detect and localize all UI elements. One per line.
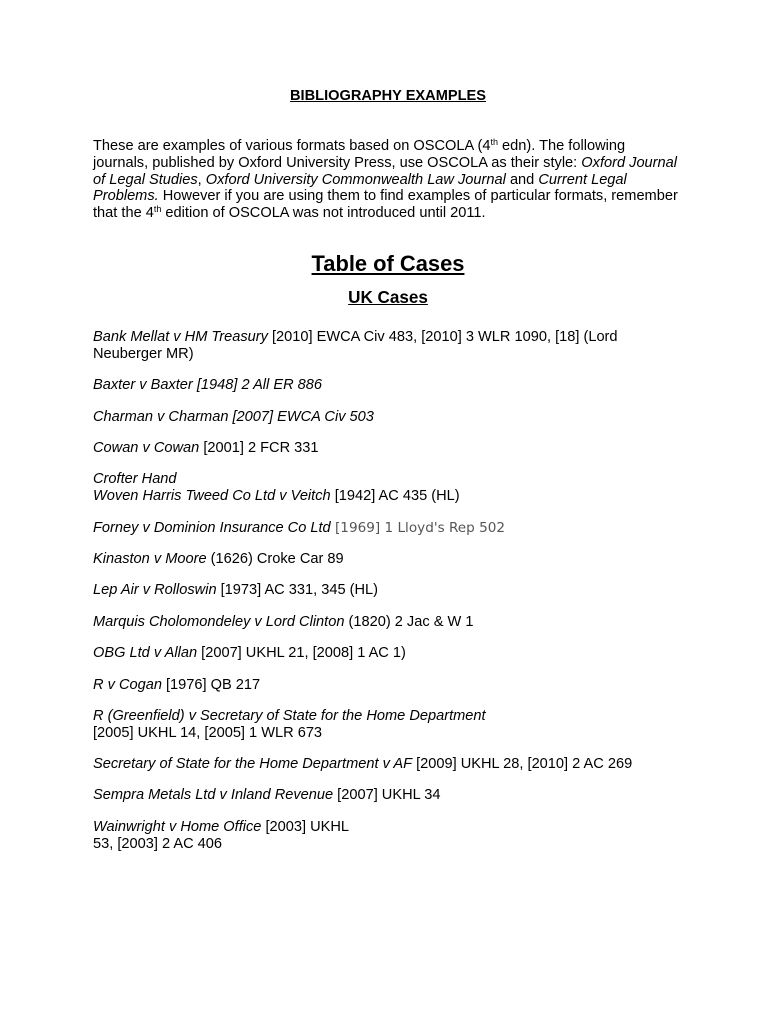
case-name: Cowan v Cowan — [93, 439, 200, 456]
case-name: Kinaston v Moore — [93, 550, 207, 567]
case-citation: [1969] 1 Lloyd's Rep 502 — [330, 519, 506, 536]
case-name: OBG Ltd v Allan — [93, 645, 198, 662]
case-entry — [93, 377, 683, 394]
case-citation: [1973] AC 331, 345 (HL) — [216, 582, 379, 599]
case-name: R v Cogan — [93, 676, 162, 693]
case-name: Marquis Cholomondeley v Lord Clinton — [93, 613, 345, 630]
section-heading-uk-cases: UK Cases — [348, 288, 428, 307]
case-entry — [93, 409, 683, 426]
section-heading-table-of-cases: Table of Cases — [311, 251, 465, 276]
case-citation: [2003] UKHL — [261, 818, 350, 835]
intro-text: These are examples of various formats based on OSCOLA (4 — [93, 138, 491, 154]
journal-title: Oxford University Commonwealth Law Journal — [205, 171, 506, 188]
case-name: Bank Mellat v HM Treasury — [93, 329, 268, 345]
case-citation: [2007] UKHL 34 — [333, 787, 441, 804]
journal-title: Oxford Journal of Legal Studies — [93, 154, 678, 188]
case-citation: [2010] EWCA Civ 483, [2010] 3 WLR 1090, [18] (Lord Neuberger MR) — [93, 329, 618, 362]
case-name: Lep Air v Rolloswin — [93, 582, 217, 599]
page-title: BIBLIOGRAPHY EXAMPLES — [290, 88, 486, 104]
case-name: Wainwright v Home Office — [93, 818, 262, 835]
case-entry — [93, 329, 683, 363]
intro-text: However if you are using them to find examples of particular formats, remember that the 4 — [93, 188, 678, 222]
case-entry — [93, 551, 683, 568]
case-citation: [2001] 2 FCR 331 — [199, 439, 319, 456]
case-list — [93, 329, 683, 867]
case-name: Sempra Metals Ltd v Inland Revenue — [93, 787, 334, 804]
case-entry — [93, 582, 683, 599]
superscript: th — [153, 204, 162, 215]
case-name: Forney v Dominion Insurance Co Ltd — [93, 519, 331, 536]
case-entry — [93, 677, 683, 694]
intro-text: and — [505, 171, 539, 188]
case-name: Crofter Hand — [93, 471, 177, 488]
case-citation: [2009] UKHL 28, [2010] 2 AC 269 — [412, 756, 633, 773]
case-entry — [93, 756, 683, 773]
journal-title: Current Legal Problems. — [93, 171, 627, 205]
case-name: Baxter v Baxter [1948] 2 All ER 886 — [93, 377, 323, 394]
intro-text: edition of OSCOLA was not introduced until 2011. — [161, 205, 486, 222]
case-entry — [93, 614, 683, 631]
case-entry — [93, 440, 683, 457]
case-name: R (Greenfield) v Secretary of State for the Home Department — [93, 707, 486, 724]
case-entry — [93, 471, 683, 505]
case-name: Charman v Charman [2007] EWCA Civ 503 — [93, 408, 374, 425]
case-entry — [93, 520, 683, 537]
case-citation: (1626) Croke Car 89 — [206, 550, 344, 567]
case-name: Secretary of State for the Home Department v AF — [93, 756, 413, 773]
case-citation: [1976] QB 217 — [161, 676, 261, 693]
intro-text: edn). The following journals, published by Oxford University Press, use OSCOLA as their style: — [93, 138, 626, 171]
case-citation: 53, [2003] 2 AC 406 — [93, 835, 223, 852]
intro-text: , — [197, 171, 206, 188]
intro-paragraph — [93, 138, 683, 222]
case-citation: [1942] AC 435 (HL) — [330, 488, 460, 505]
case-citation: [2007] UKHL 21, [2008] 1 AC 1) — [197, 645, 406, 662]
case-entry — [93, 787, 683, 804]
case-entry — [93, 819, 683, 853]
case-name: Woven Harris Tweed Co Ltd v Veitch — [93, 488, 331, 505]
case-entry — [93, 645, 683, 662]
superscript: th — [490, 137, 498, 147]
case-entry — [93, 708, 683, 742]
case-citation: [2005] UKHL 14, [2005] 1 WLR 673 — [93, 724, 323, 741]
case-citation: (1820) 2 Jac & W 1 — [344, 613, 474, 630]
